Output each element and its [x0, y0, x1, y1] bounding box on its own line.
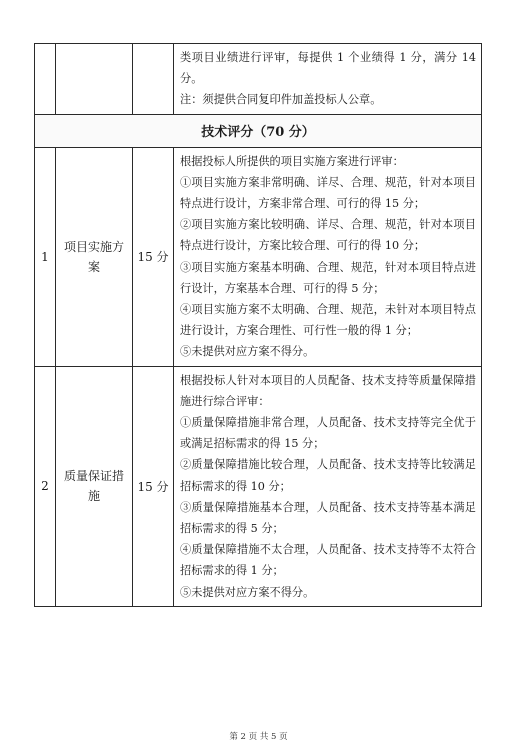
cell-item-empty — [56, 44, 133, 115]
desc-line: ④项目实施方案不太明确、合理、规范，未针对本项目特点进行设计，方案合理性、可行性一般的得 1 分； — [180, 303, 476, 338]
desc-line: ⑤未提供对应方案不得分。 — [180, 345, 315, 359]
desc-line: 根据投标人针对本项目的人员配备、技术支持等质量保障措施进行综合评审： — [180, 373, 476, 408]
cell-no-empty — [35, 44, 56, 115]
row-item: 质量保证措施 — [56, 366, 133, 606]
desc-line: ⑤未提供对应方案不得分。 — [180, 585, 315, 599]
cell-description — [174, 44, 482, 115]
desc-line: ②项目实施方案比较明确、详尽、合理、规范，针对本项目特点进行设计，方案比较合理、可行的得 10 分； — [180, 218, 476, 253]
cell-description — [174, 147, 482, 366]
scoring-table-container — [34, 43, 482, 607]
row-number: 2 — [35, 366, 56, 606]
scoring-table — [34, 43, 482, 607]
cell-description — [174, 366, 482, 606]
desc-line: ①质量保障措施非常合理，人员配备、技术支持等完全优于或满足招标需求的得 15 分； — [180, 416, 476, 451]
row-score: 15 分 — [133, 366, 174, 606]
cell-score-empty — [133, 44, 174, 115]
desc-line: ②质量保障措施比较合理，人员配备、技术支持等比较满足招标需求的得 10 分； — [180, 458, 476, 493]
row-score: 15 分 — [133, 147, 174, 366]
table-row — [35, 147, 482, 366]
row-item: 项目实施方案 — [56, 147, 133, 366]
row-number: 1 — [35, 147, 56, 366]
desc-line: ③项目实施方案基本明确、合理、规范，针对本项目特点进行设计，方案基本合理、可行的得 5 分； — [180, 260, 476, 295]
table-row — [35, 366, 482, 606]
desc-line: ③质量保障措施基本合理，人员配备、技术支持等基本满足招标需求的得 5 分； — [180, 500, 476, 536]
desc-line: 注：须提供合同复印件加盖投标人公章。 — [180, 93, 382, 107]
desc-line: ④质量保障措施不太合理，人员配备、技术支持等不太符合招标需求的得 1 分； — [180, 543, 476, 578]
desc-line: 类项目业绩进行评审，每提供 1 个业绩得 1 分，满分 14 分。 — [180, 51, 476, 86]
desc-line: 根据投标人所提供的项目实施方案进行评审： — [180, 154, 404, 168]
section-title: 技术评分（70 分） — [35, 114, 482, 147]
table-row-continued — [35, 44, 482, 115]
desc-line: ①项目实施方案非常明确、详尽、合理、规范，针对本项目特点进行设计，方案非常合理、可行的得 15 分； — [180, 175, 476, 211]
page-footer: 第 2 页 共 5 页 — [229, 732, 288, 742]
section-header-row — [35, 114, 482, 147]
